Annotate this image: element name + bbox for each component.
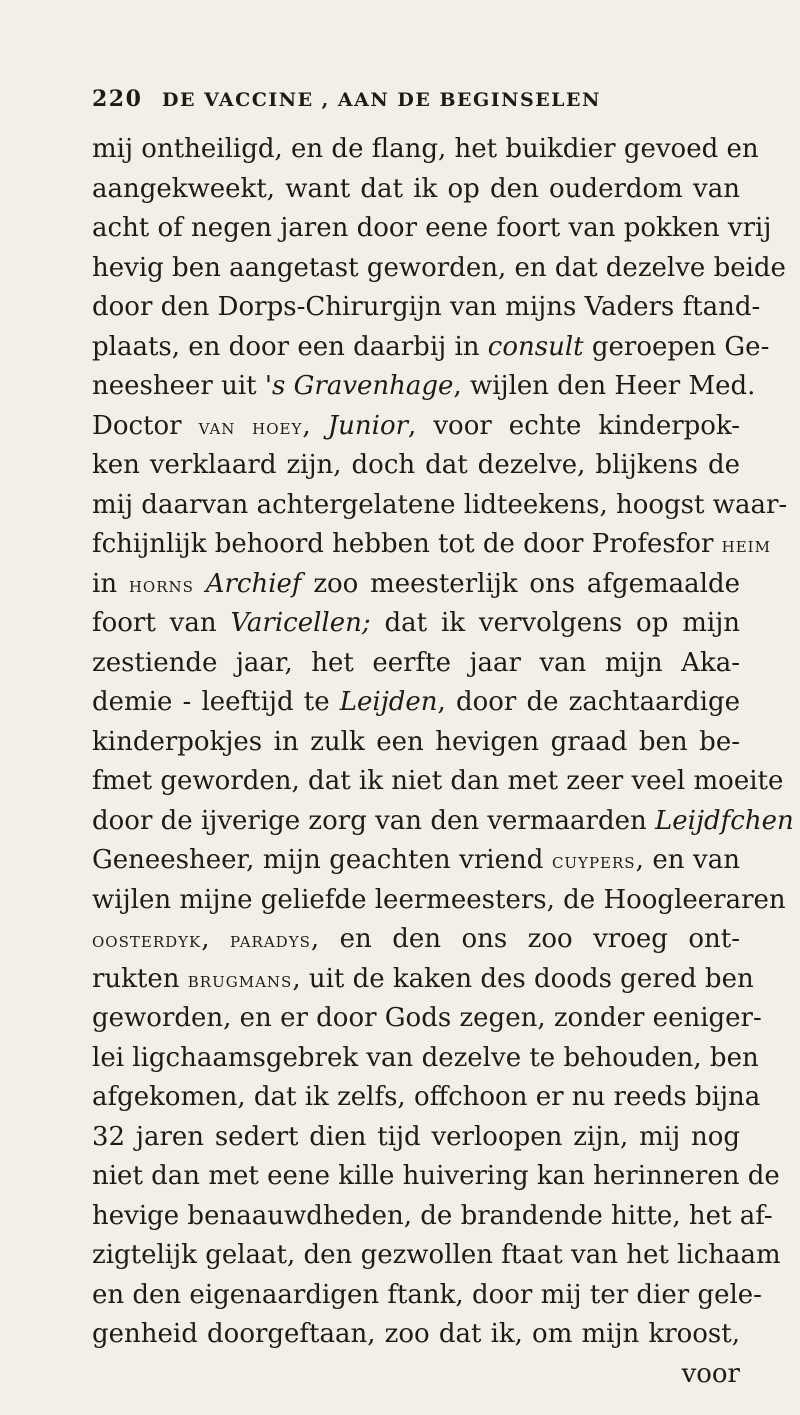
text-segment: mij daarvan achtergelatene lidteekens, hoogst waar- <box>92 489 788 520</box>
text-segment: van hoey <box>198 414 303 440</box>
text-segment: dat ik vervolgens op mijn <box>370 608 740 638</box>
text-segment: door den Dorps-Chirurgijn van mijns Vaders ftand- <box>92 292 761 322</box>
text-line <box>92 802 794 842</box>
text-segment: geroepen Ge- <box>583 331 770 362</box>
text-segment: genheid doorgeftaan, zoo dat ik, om mijn kroost, <box>92 1319 740 1349</box>
text-segment: niet dan met eene kille huivering kan herinneren de <box>92 1161 780 1191</box>
text-line <box>92 367 756 407</box>
text-segment: 's Gravenhage <box>264 371 454 401</box>
text-line <box>92 644 740 684</box>
text-segment: Doctor <box>92 410 199 441</box>
text-segment <box>194 569 206 599</box>
text-segment: fmet geworden, dat ik niet dan met zeer veel moeite <box>92 766 784 796</box>
text-line <box>92 762 784 802</box>
text-segment: lei ligchaamsgebrek van dezelve te behouden, ben <box>92 1042 759 1073</box>
text-segment: hevige benaauwdheden, de brandende hitte, het af- <box>92 1200 773 1231</box>
text-segment: zestiende jaar, het eerfte jaar van mijn Aka- <box>92 647 740 678</box>
text-segment: Archief <box>205 568 302 599</box>
text-segment: acht of negen jaren door eene foort van pokken vrij <box>92 213 772 243</box>
text-segment: horns <box>128 572 194 598</box>
text-line <box>92 407 740 447</box>
text-line <box>92 328 770 368</box>
text-line <box>92 565 740 605</box>
text-line <box>92 1039 759 1079</box>
text-line <box>92 446 740 486</box>
text-line <box>92 170 740 210</box>
text-line <box>92 288 761 328</box>
text-line <box>92 209 772 249</box>
text-segment: , voor echte kinderpok- <box>408 410 741 441</box>
text-segment: mij ontheiligd, en de flang, het buikdier gevoed en <box>92 134 759 164</box>
text-segment: 32 jaren sedert dien tijd verloopen zijn, mij nog <box>92 1121 740 1152</box>
text-line <box>92 1276 762 1316</box>
body-text <box>92 130 794 1394</box>
text-segment: zigtelijk gelaat, den gezwollen ftaat van het lichaam <box>92 1240 781 1270</box>
text-line <box>92 1078 761 1118</box>
running-title: DE VACCINE , AAN DE BEGINSELEN <box>162 89 601 111</box>
text-segment: door de ijverige zorg van den vermaarden <box>92 805 655 836</box>
text-segment: wijlen mijne geliefde leermeesters, de Hoogleeraren <box>92 884 786 915</box>
text-segment: voor <box>681 1358 740 1389</box>
text-segment: , <box>201 924 230 954</box>
text-segment: , uit de kaken des doods gered ben <box>292 963 754 994</box>
text-segment: ken verklaard zijn, doch dat dezelve, blijkens de <box>92 450 740 480</box>
text-segment: geworden, en er door Gods zegen, zonder eeniger- <box>92 1003 762 1033</box>
text-segment: foort van <box>92 608 231 638</box>
text-line <box>92 999 762 1039</box>
text-segment: zoo meesterlijk ons afgemaalde <box>301 568 741 599</box>
text-line <box>92 130 759 170</box>
text-segment: consult <box>487 331 584 362</box>
text-line <box>92 525 771 565</box>
page-number: 220 <box>92 86 143 112</box>
text-segment: afgekomen, dat ik zelfs, offchoon er nu reeds bijna <box>92 1082 761 1112</box>
text-segment: oosterdyk <box>92 928 202 953</box>
text-segment: kinderpokjes in zulk een hevigen graad ben be- <box>92 726 740 757</box>
text-line <box>92 723 740 763</box>
text-segment: Leijdfchen <box>655 805 794 836</box>
book-page <box>92 86 794 1394</box>
text-line <box>92 683 740 723</box>
text-segment: Geneesheer, mijn geachten vriend <box>92 845 552 875</box>
text-segment: cuypers <box>551 849 636 874</box>
text-line <box>92 1355 740 1395</box>
text-segment: , en den ons zoo vroeg ont- <box>310 924 740 954</box>
text-segment: , <box>302 410 328 441</box>
text-segment: in <box>92 568 129 599</box>
text-segment: Leijden <box>339 687 438 717</box>
text-line <box>92 486 788 526</box>
text-segment: , door de zachtaardige <box>437 687 741 717</box>
text-line <box>92 920 740 960</box>
text-line <box>92 249 786 289</box>
text-segment: en den eigenaardigen ftank, door mij ter dier gele- <box>92 1279 762 1310</box>
text-line <box>92 960 754 1000</box>
text-segment: aangekweekt, want dat ik op den ouderdom van <box>92 173 740 204</box>
text-segment: fchijnlijk behoord hebben tot de door Profesfor <box>92 529 722 559</box>
text-line <box>92 1118 740 1158</box>
text-segment: neesheer uit <box>92 371 265 401</box>
page-header <box>92 86 740 130</box>
text-line <box>92 604 740 644</box>
text-line <box>92 1236 781 1276</box>
text-line <box>92 841 740 881</box>
text-line <box>92 881 786 921</box>
text-line <box>92 1157 780 1197</box>
text-segment: , wijlen den Heer Med. <box>453 371 756 401</box>
text-segment: hevig ben aangetast geworden, en dat dezelve beide <box>92 252 786 283</box>
text-segment: , en van <box>635 845 740 875</box>
text-segment: demie - leeftijd te <box>92 687 340 717</box>
text-segment: heim <box>721 533 771 558</box>
text-segment: Varicellen; <box>230 608 371 638</box>
text-segment: paradys <box>230 928 311 953</box>
text-segment: Junior <box>327 410 409 441</box>
text-segment: rukten <box>92 963 188 994</box>
text-line <box>92 1315 740 1355</box>
text-line <box>92 1197 773 1237</box>
text-segment: brugmans <box>187 967 293 993</box>
text-segment: plaats, en door een daarbij in <box>92 331 488 362</box>
